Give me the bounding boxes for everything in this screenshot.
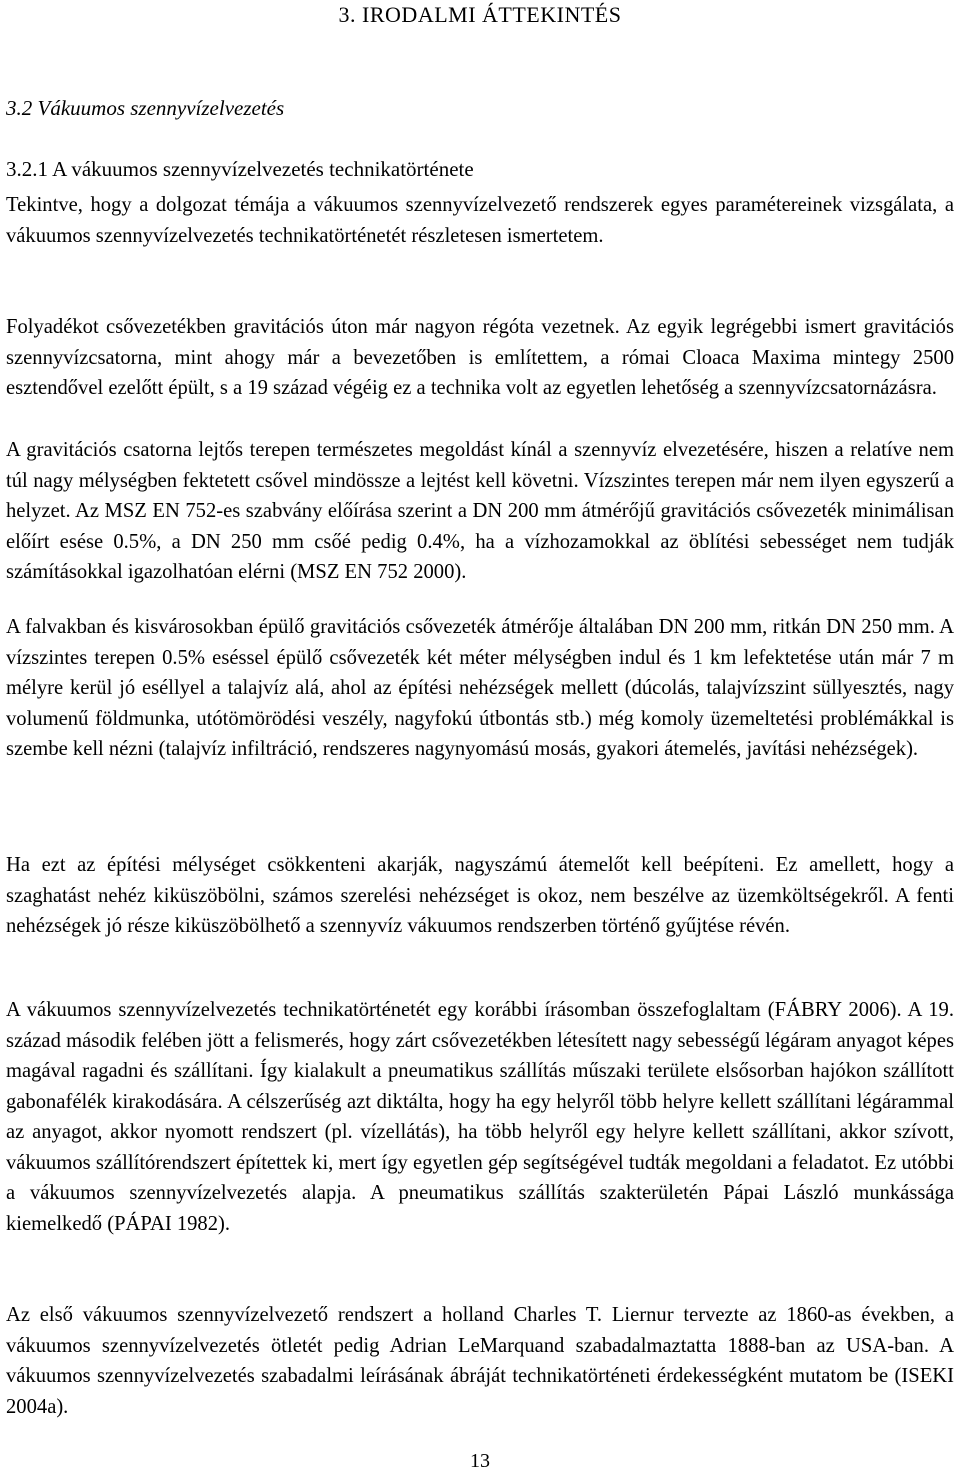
paragraph-gravity-slope: A gravitációs csatorna lejtős terepen természetes megoldást kínál a szennyvíz elvezetésére, hiszen a relatíve nem túl nagy mélységben fektetett csővel mindössze a lejtést kell követni. Vízszintes terepen már nem ilyen egyszerű a helyzet. Az MSZ EN 752-es szabvány előírása szerint a DN 200 mm átmérőjű gravitációs csővezeték minimálisan előírt esése 0.5%, a DN 250 mm csőé pedig 0.4%, ha a vízhozamokkal az öblítési sebességet nem tudják számításokkal igazolhatóan elérni (MSZ EN 752 2000). <box>6 439 954 583</box>
paragraph-first-system: Az első vákuumos szennyvízelvezető rendszert a holland Charles T. Liernur tervezte az 1860-as években, a vákuumos szennyvízelvezetés ötletét pedig Adrian LeMarquand szabadalmaztatta 1888-ban az USA-ban. A vákuumos szennyvízelvezetés szabadalmi leírásának ábráját technikatörténeti érdekességként mutatom be (ISEKI 2004a). <box>6 1304 954 1418</box>
paragraph-village-pipes: A falvakban és kisvárosokban épülő gravitációs csővezeték átmérője általában DN 200 mm, ritkán DN 250 mm. A vízszintes terepen 0.5% eséssel épülő csővezeték két méter mélységben indul és 1 km lefektetése után már 7 m mélyre kerül jó eséllyel a talajvíz alá, ahol az építési nehézségek mellett (dúcolás, talajvízszint süllyesztés, nagy volumenű földmunka, utótömörödési veszély, nagyfokú útbontás stb.) még komoly üzemeltetési problémákkal is szembe kell nézni (talajvíz infiltráció, rendszeres nagynyomású mosás, gyakori átemelés, javítási nehézségek). <box>6 616 954 760</box>
paragraph-intro: Tekintve, hogy a dolgozat témája a vákuumos szennyvízelvezető rendszerek egyes paramétereinek vizsgálata, a vákuumos szennyvízelvezetés technikatörténetét részletesen ismertetem. <box>6 194 954 247</box>
paragraph-pumping-stations: Ha ezt az építési mélységet csökkenteni akarják, nagyszámú átemelőt kell beépíteni. Ez amellett, hogy a szaghatást nehéz kiküszöbölni, számos szerelési nehézséget is okoz, nem beszélve az üzemköltségekről. A fenti nehézségek jó része kiküszöbölhető a szennyvíz vákuumos rendszerben történő gyűjtése révén. <box>6 854 954 937</box>
paragraph-pneumatic-history: A vákuumos szennyvízelvezetés technikatörténetét egy korábbi írásomban összefoglaltam (FÁBRY 2006). A 19. század második felében jött a felismerés, hogy zárt csővezetékben létesített nagy sebességű légáram anyagot képes magával ragadni és szállítani. Így kialakult a pneumatikus szállítás műszaki területe elsősorban hajókon szállított gabonafélék kirakodására. A célszerűség azt diktálta, hogy ha egy helyről több helyre kellett szállítani légárammal az anyagot, akkor nyomott rendszert (pl. vízellátás), ha több helyről egy helyre kellett szállítani, akkor szívott, vákuumos szállítórendszert építettek ki, mert így egyetlen gép segítségével tudták megoldani a feladatot. Ez utóbbi a vákuumos szennyvízelvezetés alapja. A pneumatikus szállítás szakterületén Pápai László munkássága kiemelkedő (PÁPAI 1982). <box>6 999 954 1235</box>
chapter-title: 3. IRODALMI ÁTTEKINTÉS <box>338 2 622 27</box>
paragraph-gravity-history: Folyadékot csővezetékben gravitációs úton már nagyon régóta vezetnek. Az egyik legrégebbi ismert gravitációs szennyvízcsatorna, mint ahogy már a bevezetőben is említettem, a római Cloaca Maxima mintegy 2500 esztendővel ezelőtt épült, s a 19 század végéig ez a technika volt az egyetlen lehetőség a szennyvízcsatornázásra. <box>6 316 954 399</box>
page-number: 13 <box>470 1450 490 1472</box>
section-title: 3.2 Vákuumos szennyvízelvezetés <box>6 96 285 120</box>
subsection-title: 3.2.1 A vákuumos szennyvízelvezetés technikatörténete <box>6 157 474 181</box>
